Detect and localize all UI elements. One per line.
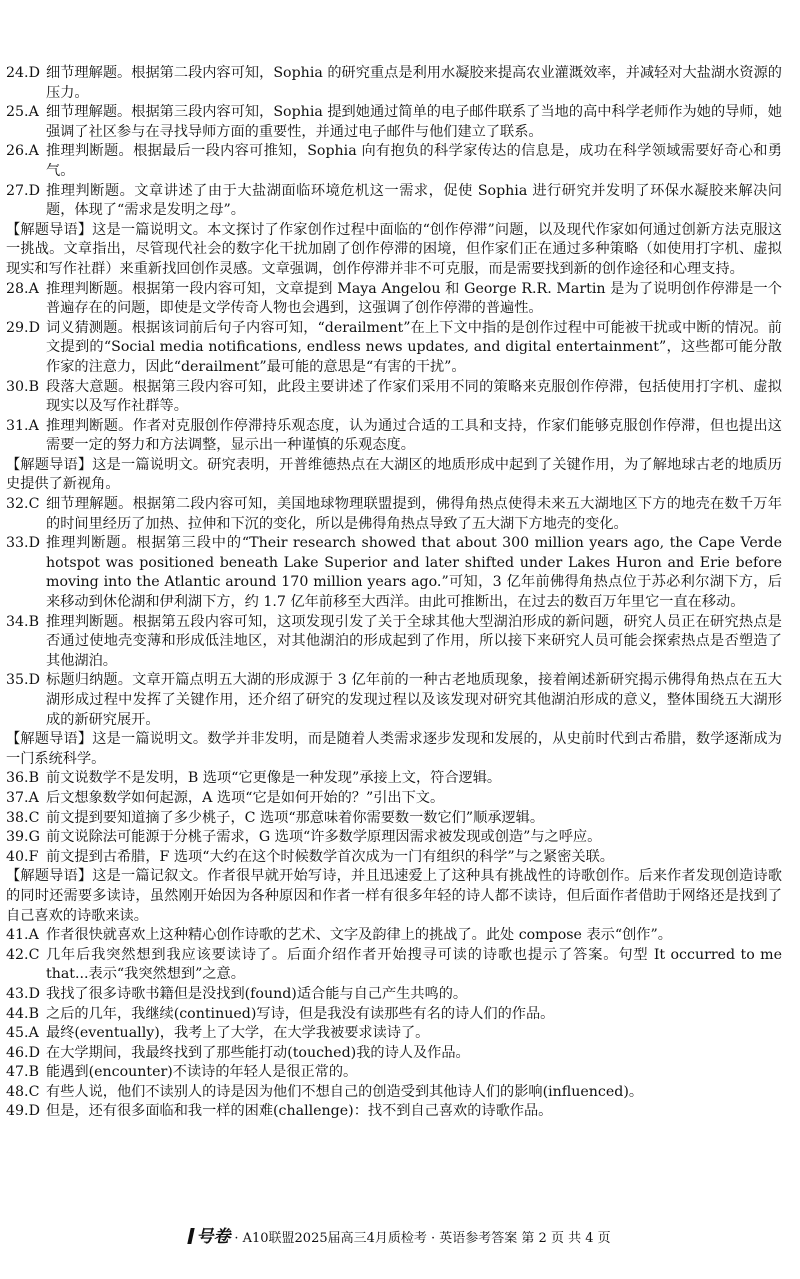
answer-explanation: 推理判断题。文章讲述了由于大盐湖面临环境危机这一需求，促使 Sophia 进行研究并发明了环保水凝胶来解决问题，体现了“需求是发明之母”。 [46, 182, 782, 219]
answer-explanation: 我找了很多诗歌书籍但是没找到(found)适合能与自己产生共鸣的。 [46, 985, 468, 1002]
answer-explanation: 标题归纳题。文章开篇点明五大湖的形成源于 3 亿年前的一种古老地质现象，接着阐述新研究揭示佛得角热点在五大湖形成过程中发挥了关键作用，还介绍了研究的发现过程以及该发现对研究其他湖泊形成的意义，整体围绕五大湖形成的新研究展开。 [46, 672, 782, 728]
answer-explanation: 前文说数学不是发明，B 选项“它更像是一种发现”承接上文，符合逻辑。 [46, 770, 502, 787]
answer-item [6, 142, 782, 181]
answer-number: 31.A [6, 417, 39, 434]
passage-d-answers [6, 64, 782, 221]
answer-number: 37.A [6, 789, 39, 806]
page-footer [0, 1222, 800, 1247]
answer-explanation: 之后的几年，我继续(continued)写诗，但是我没有读那些有名的诗人们的作品。 [46, 1005, 555, 1022]
answer-number: 33.D [6, 535, 40, 552]
answer-item [6, 103, 782, 142]
guide-seven-choose-five: 【解题导语】这是一篇说明文。数学并非发明，而是随着人类需求逐步发现和发展的，从史前时代到古希腊，数学逐渐成为一门系统科学。 [6, 731, 782, 767]
answer-number: 49.D [6, 1103, 40, 1120]
answer-number: 41.A [6, 927, 39, 944]
answer-number: 40.F [6, 848, 39, 865]
answer-item [6, 495, 782, 534]
answer-explanation: 细节理解题。根据第二段内容可知，美国地球物理联盟提到，佛得角热点使得未来五大湖地区下方的地壳在数千万年的时间里经历了加热、拉伸和下沉的变化，所以是佛得角热点导致了五大湖下方地壳的变化。 [46, 496, 782, 532]
answer-explanation: 前文说除法可能源于分桃子需求，G 选项“许多数学原理因需求被发现或创造”与之呼应。 [46, 829, 602, 846]
guide-passage-c: 【解题导语】这是一篇说明文。研究表明，开普维德热点在大湖区的地质形成中起到了关键作用，为了解地球古老的地质历史提供了新视角。 [6, 456, 782, 493]
answer-explanation: 有些人说，他们不读别人的诗是因为他们不想自己的创造受到其他诗人们的影响(influenced)。 [46, 1083, 644, 1100]
answer-number: 34.B [6, 613, 39, 630]
answer-item [6, 985, 782, 1005]
answer-explanation: 但是，还有很多面临和我一样的困难(challenge)：找不到自己喜欢的诗歌作品。 [46, 1103, 553, 1120]
answer-number: 38.C [6, 809, 40, 826]
answer-number: 26.A [6, 143, 39, 160]
answer-explanation: 词义猜测题。根据该词前后句子内容可知，“derailment”在上下文中指的是创作过程中可能被干扰或中断的情况。前文提到的“Social media notifications, endless news updates, and digital entertainment”，这些都可能分散作家的注意力，因此“derailment”最可能的意思是“有害的干扰”。 [46, 319, 782, 375]
answer-number: 35.D [6, 672, 40, 689]
answer-explanation: 后文想象数学如何起源，A 选项“它是如何开始的？”引出下文。 [46, 789, 445, 806]
answer-explanation: 最终(eventually)，我考上了大学，在大学我被要求读诗了。 [46, 1025, 430, 1042]
answer-explanation: 段落大意题。根据第三段内容可知，此段主要讲述了作家们采用不同的策略来克服创作停滞，包括使用打字机、虚拟现实以及写作社群等。 [46, 378, 782, 415]
answer-item [6, 64, 782, 103]
answer-document [6, 64, 782, 1122]
answer-item [6, 789, 782, 809]
answer-explanation: 前文提到要知道摘了多少桃子，C 选项“那意味着你需要数一数它们”顺承逻辑。 [46, 809, 545, 826]
answer-item [6, 809, 782, 829]
answer-item [6, 534, 782, 612]
answer-explanation: 作者很快就喜欢上这种精心创作诗歌的艺术、文字及韵律上的挑战了。此处 compose 表示“创作”。 [46, 927, 672, 944]
answer-item [6, 613, 782, 672]
answer-item [6, 926, 782, 946]
answer-number: 48.C [6, 1083, 40, 1100]
answer-number: 46.D [6, 1044, 40, 1061]
answer-item [6, 1083, 782, 1103]
answer-item [6, 946, 782, 985]
answer-number: 47.B [6, 1064, 39, 1081]
footer-logo: 号卷 [196, 1227, 231, 1247]
answer-explanation: 推理判断题。根据第三段中的“Their research showed that about 300 million years ago, the Cape Verde hotspot was positioned beneath Lake Superior and later shifted under Lakes Huron and Erie before moving into the Atlantic around 170 million years ago.”可知，3 亿年前佛得角热点位于苏必利尔湖下方，后来移动到休伦湖和伊利湖下方，约 1.7 亿年前移至大西洋。由此可推断出，在过去的数百万年里它一直在移动。 [46, 535, 782, 611]
answer-number: 30.B [6, 378, 39, 395]
answer-explanation: 推理判断题。根据最后一段内容可推知，Sophia 向有抱负的科学家传达的信息是，成功在科学领域需要好奇心和勇气。 [46, 143, 782, 179]
passage-c-answers [6, 495, 782, 730]
guide-cloze: 【解题导语】这是一篇记叙文。作者很早就开始写诗，并且迅速爱上了这种具有挑战性的诗歌创作。后来作者发现创造诗歌的同时还需要多读诗，虽然刚开始因为各种原因和作者一样有很多年轻的诗人都不读诗，但后面作者借助于网络还是找到了自己喜欢的诗歌来读。 [6, 868, 782, 924]
answer-number: 45.A [6, 1025, 39, 1042]
answer-number: 36.B [6, 770, 39, 787]
answer-number: 42.C [6, 946, 40, 963]
logo-mark-icon [188, 1228, 195, 1244]
answer-explanation: 在大学期间，我最终找到了那些能打动(touched)我的诗人及作品。 [46, 1044, 470, 1061]
answer-number: 32.C [6, 496, 40, 513]
answer-item [6, 1063, 782, 1083]
answer-item [6, 1044, 782, 1064]
answer-number: 29.D [6, 319, 40, 336]
answer-item [6, 848, 782, 868]
answer-number: 28.A [6, 280, 39, 297]
answer-explanation: 能遇到(encounter)不读诗的年轻人是很正常的。 [46, 1064, 358, 1081]
answer-number: 25.A [6, 104, 39, 121]
answer-item [6, 1102, 782, 1122]
answer-item [6, 182, 782, 221]
answer-number: 44.B [6, 1005, 39, 1022]
answer-number: 27.D [6, 182, 40, 199]
answer-item [6, 319, 782, 378]
answer-explanation: 细节理解题。根据第三段内容可知，Sophia 提到她通过简单的电子邮件联系了当地的高中科学老师作为她的导师，她强调了社区参与在寻找导师方面的重要性，并通过电子邮件与他们建立了联系。 [46, 104, 782, 140]
guide-passage-b: 【解题导语】这是一篇说明文。本文探讨了作家创作过程中面临的“创作停滞”问题，以及现代作家如何通过创新方法克服这一挑战。文章指出，尽管现代社会的数字化干扰加剧了创作停滞的困境，但作家们正在通过多种策略（如使用打字机、虚拟现实和写作社群）来重新找回创作灵感。文章强调，创作停滞并非不可克服，而是需要找到新的创作途径和心理支持。 [6, 221, 782, 277]
answer-explanation: 推理判断题。作者对克服创作停滞持乐观态度，认为通过合适的工具和支持，作家们能够克服创作停滞，但也提出这需要一定的努力和方法调整，显示出一种谨慎的乐观态度。 [46, 417, 782, 454]
answer-item [6, 1024, 782, 1044]
answer-number: 43.D [6, 985, 40, 1002]
passage-b-answers [6, 280, 782, 456]
answer-item [6, 769, 782, 789]
answer-item [6, 671, 782, 730]
answer-item [6, 378, 782, 417]
cloze-answers [6, 926, 782, 1122]
answer-explanation: 推理判断题。根据第一段内容可知，文章提到 Maya Angelou 和 George R.R. Martin 是为了说明创作停滞是一个普遍存在的问题，即使是文学传奇人物也会遇到，这强调了创作停滞的普遍性。 [46, 280, 782, 317]
answer-number: 24.D [6, 65, 40, 81]
answer-item [6, 417, 782, 456]
answer-explanation: 几年后我突然想到我应该要读诗了。后面介绍作者开始搜寻可读的诗歌也提示了答案。句型 It occurred to me that...表示“我突然想到”之意。 [46, 946, 782, 983]
answer-item [6, 1005, 782, 1025]
answer-explanation: 前文提到古希腊，F 选项“大约在这个时候数学首次成为一门有组织的科学”与之紧密关联。 [46, 848, 614, 865]
footer-text: · A10联盟2025届高三4月质检考 · 英语参考答案 第 2 页 共 4 页 [234, 1231, 611, 1246]
answer-item [6, 280, 782, 319]
answer-explanation: 推理判断题。根据第五段内容可知，这项发现引发了关于全球其他大型湖泊形成的新问题，研究人员正在研究热点是否通过使地壳变薄和形成低洼地区，对其他湖泊的形成起到了作用，所以接下来研究人员可能会探索热点是否塑造了其他湖泊。 [46, 613, 782, 669]
seven-choose-five-answers [6, 769, 782, 867]
answer-number: 39.G [6, 829, 40, 846]
answer-explanation: 细节理解题。根据第二段内容可知，Sophia 的研究重点是利用水凝胶来提高农业灌溉效率，并减轻对大盐湖水资源的压力。 [46, 65, 782, 101]
answer-item [6, 828, 782, 848]
